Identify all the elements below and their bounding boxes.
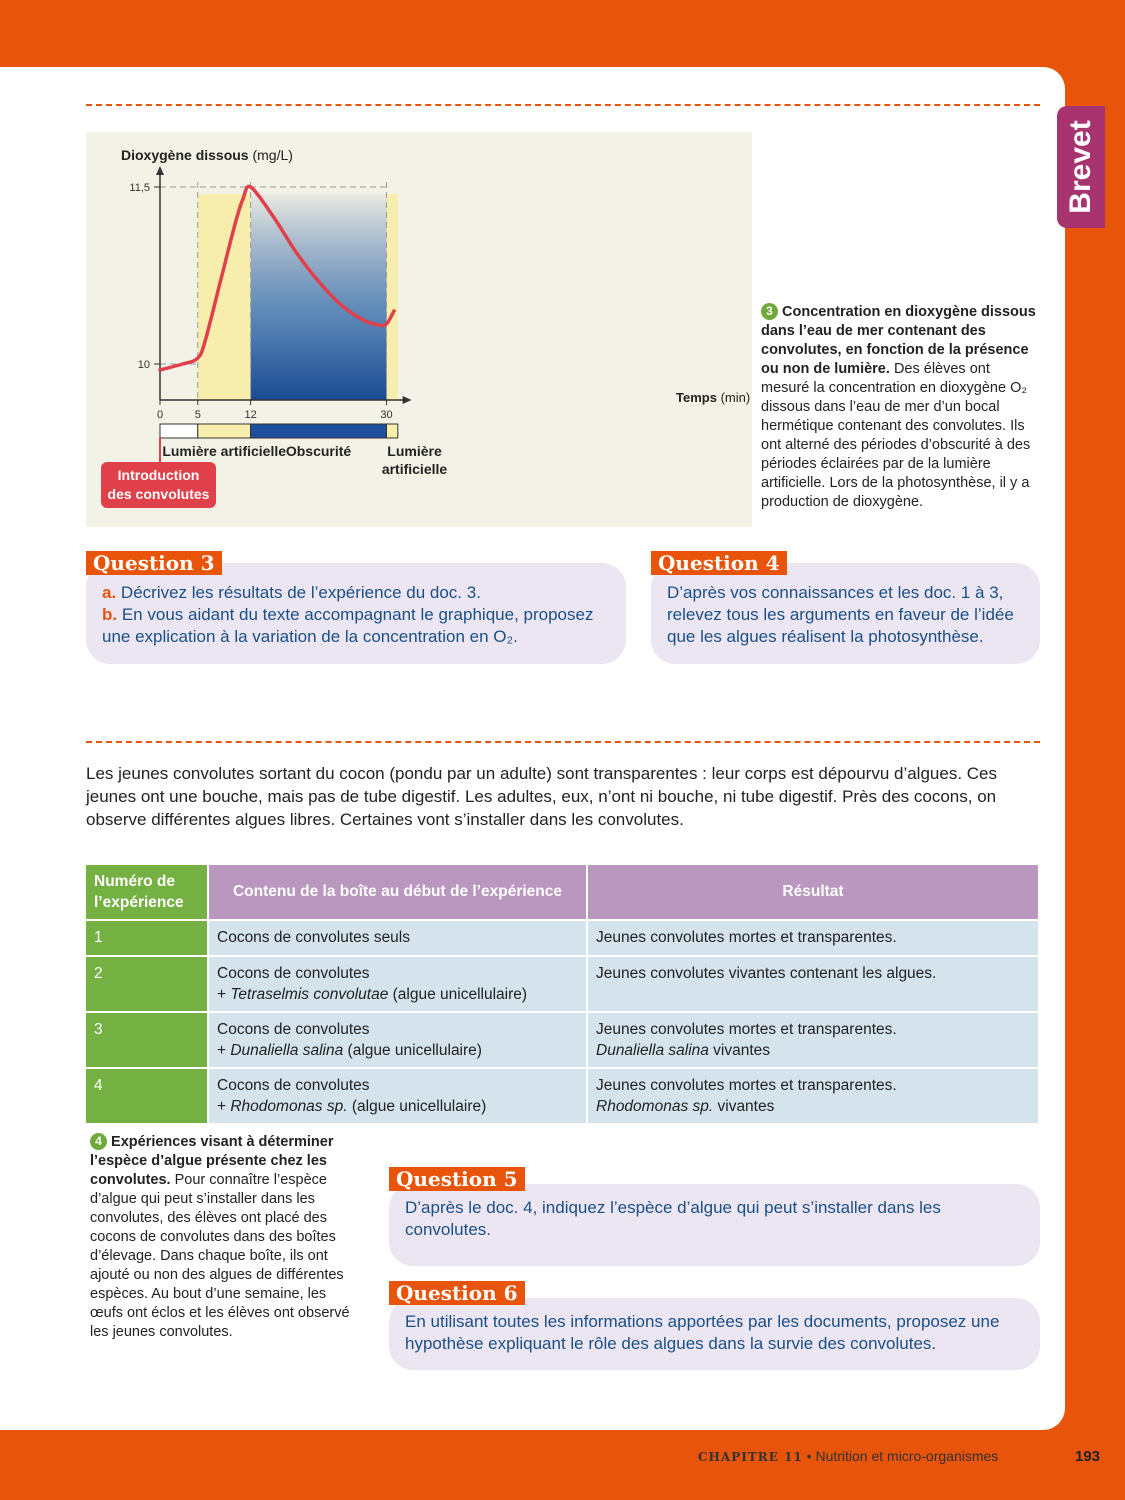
q3-a-letter: a. [102,583,117,602]
period-bar-0 [160,424,198,438]
footer-separator: • [802,1448,816,1464]
brevet-tab [1057,106,1105,228]
question-4-label: Question 4 [651,551,787,575]
row-3-species: Dunaliella salina [230,1042,344,1059]
x-tick-label: 30 [380,409,393,421]
row-2-content-line1: Cocons de convolutes [217,965,370,982]
y-axis-unit: (mg/L) [252,147,293,163]
question-4-text: D’après vos connaissances et les doc. 1 à 3, relevez tous les arguments en faveur de l’idée que les algues réalisent la photosynthèse. [667,583,1014,646]
row-2-rest: (algue unicellulaire) [388,986,528,1003]
row-3-result [588,1013,1040,1069]
x-tick-label: 12 [244,409,257,421]
y-axis-arrow [156,166,164,175]
row-2-plus: + [217,986,231,1003]
doc4-title: Expériences visant à déterminer l’espèce d’algue présente chez les convolutes. [90,1134,334,1188]
question-5-text: D’après le doc. 4, indiquez l’espèce d’algue qui peut s’installer dans les convolutes. [405,1198,941,1239]
doc3-title: Concentration en dioxygène dissous dans l’eau de mer contenant des convolutes, en fonction de la présence ou non de lumière. [761,304,1036,377]
period-label: Obscurité [285,443,352,459]
row-2-number: 2 [86,957,209,1013]
period-band-1 [198,194,251,400]
row-4-result-species: Rhodomonas sp. [596,1098,714,1115]
middle-divider [86,741,1040,743]
period-bar-2 [251,424,387,438]
q3-b-text: En vous aidant du texte accompagnant le graphique, proposez une explication à la variation de la concentration en O₂. [102,605,594,646]
doc4-caption [90,1133,350,1342]
row-4-number: 4 [86,1069,209,1125]
row-1-result [588,921,1040,957]
row-4-species: Rhodomonas sp. [230,1098,348,1115]
period-label: Lumière [387,443,442,459]
question-3-text [102,582,617,648]
q3-b-letter: b. [102,605,118,624]
row-4-result-rest: vivantes [713,1098,775,1115]
period-label: artificielle [381,461,448,477]
x-axis-unit: (min) [720,390,751,405]
row-2-content [209,957,588,1013]
question-3-label: Question 3 [86,551,222,575]
footer-title: Nutrition et micro-organismes [815,1448,999,1464]
period-band-2 [251,194,387,400]
row-4-result [588,1069,1040,1125]
period-bar-3 [387,424,398,438]
row-4-rest: (algue unicellulaire) [347,1098,487,1115]
row-3-content-line1: Cocons de convolutes [217,1021,370,1038]
row-2-result [588,957,1040,1013]
row-1-number: 1 [86,921,209,957]
doc3-body: Des élèves ont mesuré la concentration en dioxygène O₂ dissous dans l’eau de mer d’un bocal hermétique contenant des convolutes. Ils ont alterné des périodes d’obscurité à des périodes éclairées par de la lumière artificielle. Lors de la photosynthèse, il y a production de dioxygène. [761,361,1031,510]
table-row [86,957,1040,1013]
x-tick-label: 0 [156,409,164,421]
q3-a-text: Décrivez les résultats de l’expérience du doc. 3. [120,583,481,602]
row-2-species: Tetraselmis convolutae [230,986,389,1003]
doc3-figure [86,132,752,527]
header-number: Numéro de l’expérience [86,865,209,921]
x-tick-label: 5 [194,409,201,421]
header-result: Résultat [588,865,1040,921]
question-6-text: En utilisant toutes les informations apportées par les documents, proposez une hypothèse expliquant le rôle des algues dans la survie des convolutes. [405,1312,1000,1353]
header-content: Contenu de la boîte au début de l’expérience [209,865,588,921]
table-header-row [86,865,1040,921]
doc4-body: Pour connaître l’espèce d’algue qui peut s’installer dans les convolutes, des élèves ont placé des cocons de convolutes dans des boîtes d’élevage. Dans chaque boîte, ils ont ajouté ou non des algues de différentes espèces. Au bout d’une semaine, les œufs ont éclos et les élèves ont observé les jeunes convolutes. [90,1172,350,1340]
brevet-tab-label: Brevet [1064,120,1097,214]
row-1-content-line1: Cocons de convolutes seuls [217,929,411,946]
period-bar-1 [198,424,251,438]
x-axis-label: Temps [676,390,717,405]
row-3-rest: (algue unicellulaire) [343,1042,482,1059]
question-6-label: Question 6 [389,1281,525,1305]
x-axis-arrow [403,396,412,404]
row-2-result-line1: Jeunes convolutes vivantes contenant les algues. [596,965,937,982]
doc3-number-badge: 3 [761,303,778,320]
row-4-content [209,1069,588,1125]
row-1-result-line1: Jeunes convolutes mortes et transparentes. [596,929,897,946]
row-3-number: 3 [86,1013,209,1069]
experiments-table [86,865,1040,1125]
table-row [86,1013,1040,1069]
row-3-result-rest: vivantes [708,1042,771,1059]
top-divider [86,104,1040,106]
footer [698,1448,998,1464]
row-3-content [209,1013,588,1069]
doc4-number-badge: 4 [90,1133,107,1150]
row-1-content [209,921,588,957]
x-axis-title [676,390,750,405]
footer-chapter: CHAPITRE 11 [698,1450,803,1464]
introduction-annotation: Introduction des convolutes [101,462,216,508]
row-3-plus: + [217,1042,231,1059]
question-5-label: Question 5 [389,1167,525,1191]
table-row [86,1069,1040,1125]
page-number: 193 [1075,1448,1101,1465]
intro-paragraph: Les jeunes convolutes sortant du cocon (pondu par un adulte) sont transparentes : leur corps est dépourvu d’algues. Ces jeunes ont une bouche, mais pas de tube digestif. Les adultes, eux, n’ont ni bouche, ni tube digestif. Près des cocons, on observe différentes algues libres. Certaines vont s’installer dans les convolutes. [86,764,998,829]
doc3-caption [761,303,1041,512]
row-3-result-line1: Jeunes convolutes mortes et transparentes. [596,1021,897,1038]
y-axis-title [121,147,293,163]
table-row [86,921,1040,957]
period-band-3 [387,194,398,400]
y-axis-label: Dioxygène dissous [121,147,249,163]
row-4-result-line1: Jeunes convolutes mortes et transparentes. [596,1077,897,1094]
row-4-plus: + [217,1098,231,1115]
period-label: Lumière artificielle [162,443,287,459]
y-tick-label: 10 [137,359,150,371]
y-tick-label: 11,5 [129,182,150,194]
row-4-content-line1: Cocons de convolutes [217,1077,370,1094]
row-3-result-species: Dunaliella salina [596,1042,709,1059]
